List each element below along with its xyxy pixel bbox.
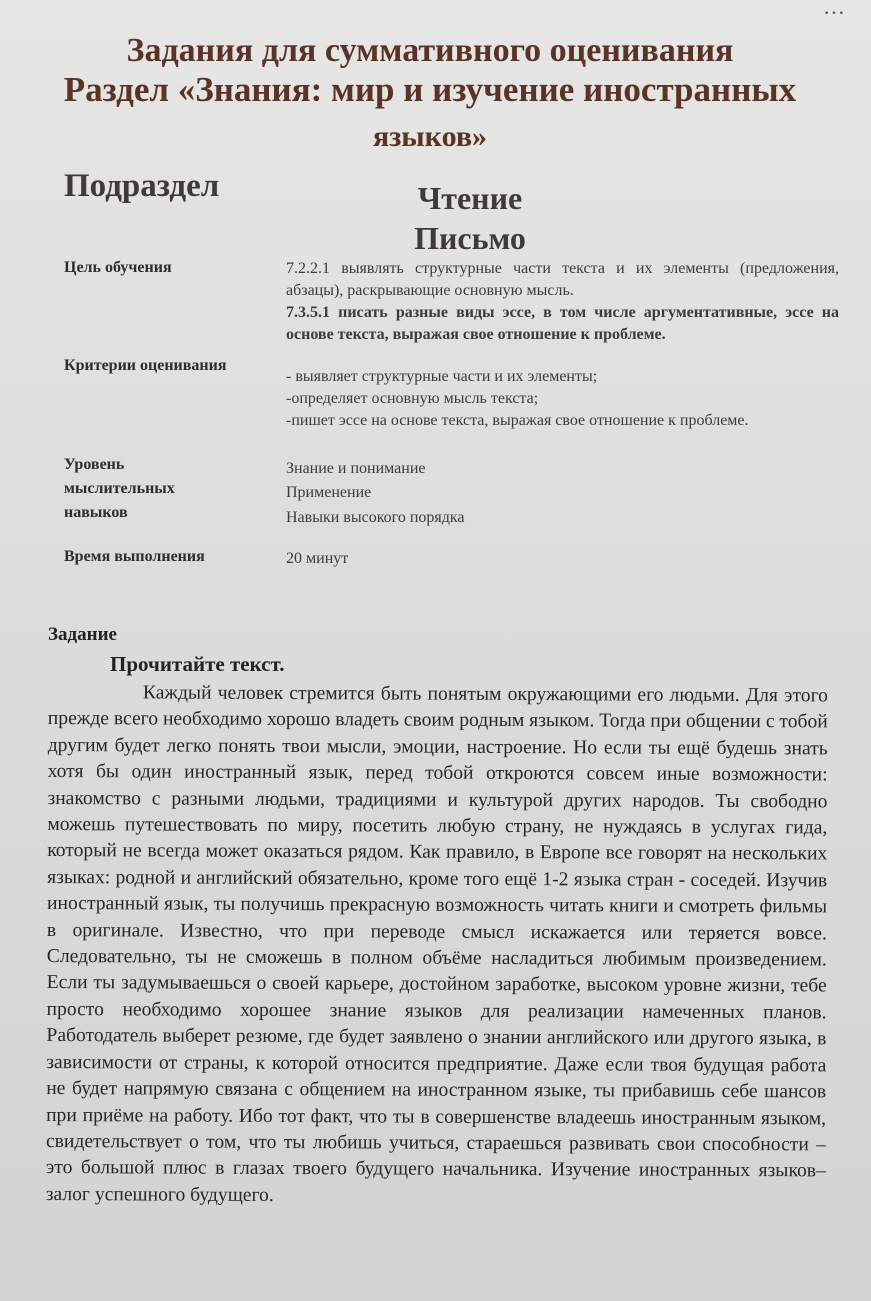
time-label: Время выполнения: [64, 548, 205, 565]
subsection-label: Подраздел: [64, 168, 220, 204]
level-1: Знание и понимание: [286, 460, 426, 477]
level-label-2: мыслительных: [64, 480, 175, 497]
subsection-reading: Чтение: [417, 180, 523, 216]
goal-2-text: 7.3.5.1 писать разные виды эссе, в том числе аргументативные, эссе на основе текста, выражая свое отношение к проблеме.: [286, 304, 839, 343]
criteria-label: Критерии оценивания: [64, 357, 227, 374]
task-instruction: Прочитайте текст.: [110, 652, 285, 676]
level-label-1: Уровень: [64, 456, 125, 473]
level-2: Применение: [286, 484, 372, 501]
task-heading: Задание: [48, 624, 117, 645]
time-value: 20 минут: [286, 550, 349, 567]
reading-text: Каждый человек стремится быть понятым окружающими его людьми. Для этого прежде всего необходимо хорошо владеть своим родным языком. Тогда при общении с тобой другим будет легко понять твои мысли, эмоции, настроение. Но если ты ещё будешь знать хотя бы один иностранный язык, перед тобой откроются совсем иные возможности: знакомство с разными людьми, традициями и культурой других народов. Ты свободно можешь путешествовать по миру, посетить любую страну, не нуждаясь в услугах гида, который не всегда может оказаться рядом. Как правило, в Европе все говорят на нескольких языках: родной и английский обязательно, кроме того ещё 1-2 языка стран - соседей. Изучив иностранный язык, ты получишь прекрасную возможность читать книги и смотреть фильмы в оригинале. Известно, что при переводе смысл искажается или теряется вовсе. Следовательно, ты не сможешь в полном объёме насладиться любимым произведением. Если ты задумываешься о своей карьере, достойном заработке, высоком уровне жизни, тебе просто необходимо хорошее знание языков для реализации намеченных планов. Работодатель выберет резюме, где будет заявлено о знании английского или другого языка, в зависимости от страны, к которой относится предприятие. Даже если твоя будущая работа не будет напрямую связана с общением на иностранном языке, ты прибавишь себе шансов при приёме на работу. Ибо тот факт, что ты в совершенстве владеешь иностранным языком, свидетельствует о том, что ты любишь учиться, стараешься развивать свои способности – это большой плюс в глазах твоего будущего начальника. Изучение иностранных языков–залог успешного будущего.: [45, 682, 828, 1206]
title-line-2: Раздел «Знания: мир и изучение иностранных: [63, 70, 797, 109]
criteria-2: -определяет основную мысль текста;: [286, 390, 539, 407]
criteria-3: -пишет эссе на основе текста, выражая свое отношение к проблеме.: [286, 412, 749, 429]
level-label-3: навыков: [64, 504, 128, 521]
more-icon: …: [823, 0, 847, 19]
level-3: Навыки высокого порядка: [286, 509, 465, 526]
criteria-1: - выявляет структурные части и их элементы;: [286, 368, 598, 385]
goal-2: [286, 302, 839, 346]
subsection-writing: Письмо: [414, 220, 526, 256]
goal-label: Цель обучения: [64, 259, 172, 276]
goal-1: 7.2.2.1 выявлять структурные части текста и их элементы (предложения, абзацы), раскрывающие основную мысль.: [286, 260, 839, 299]
title-line-3: языков»: [372, 120, 488, 153]
title-line-1: Задания для суммативного оценивания: [126, 32, 734, 69]
